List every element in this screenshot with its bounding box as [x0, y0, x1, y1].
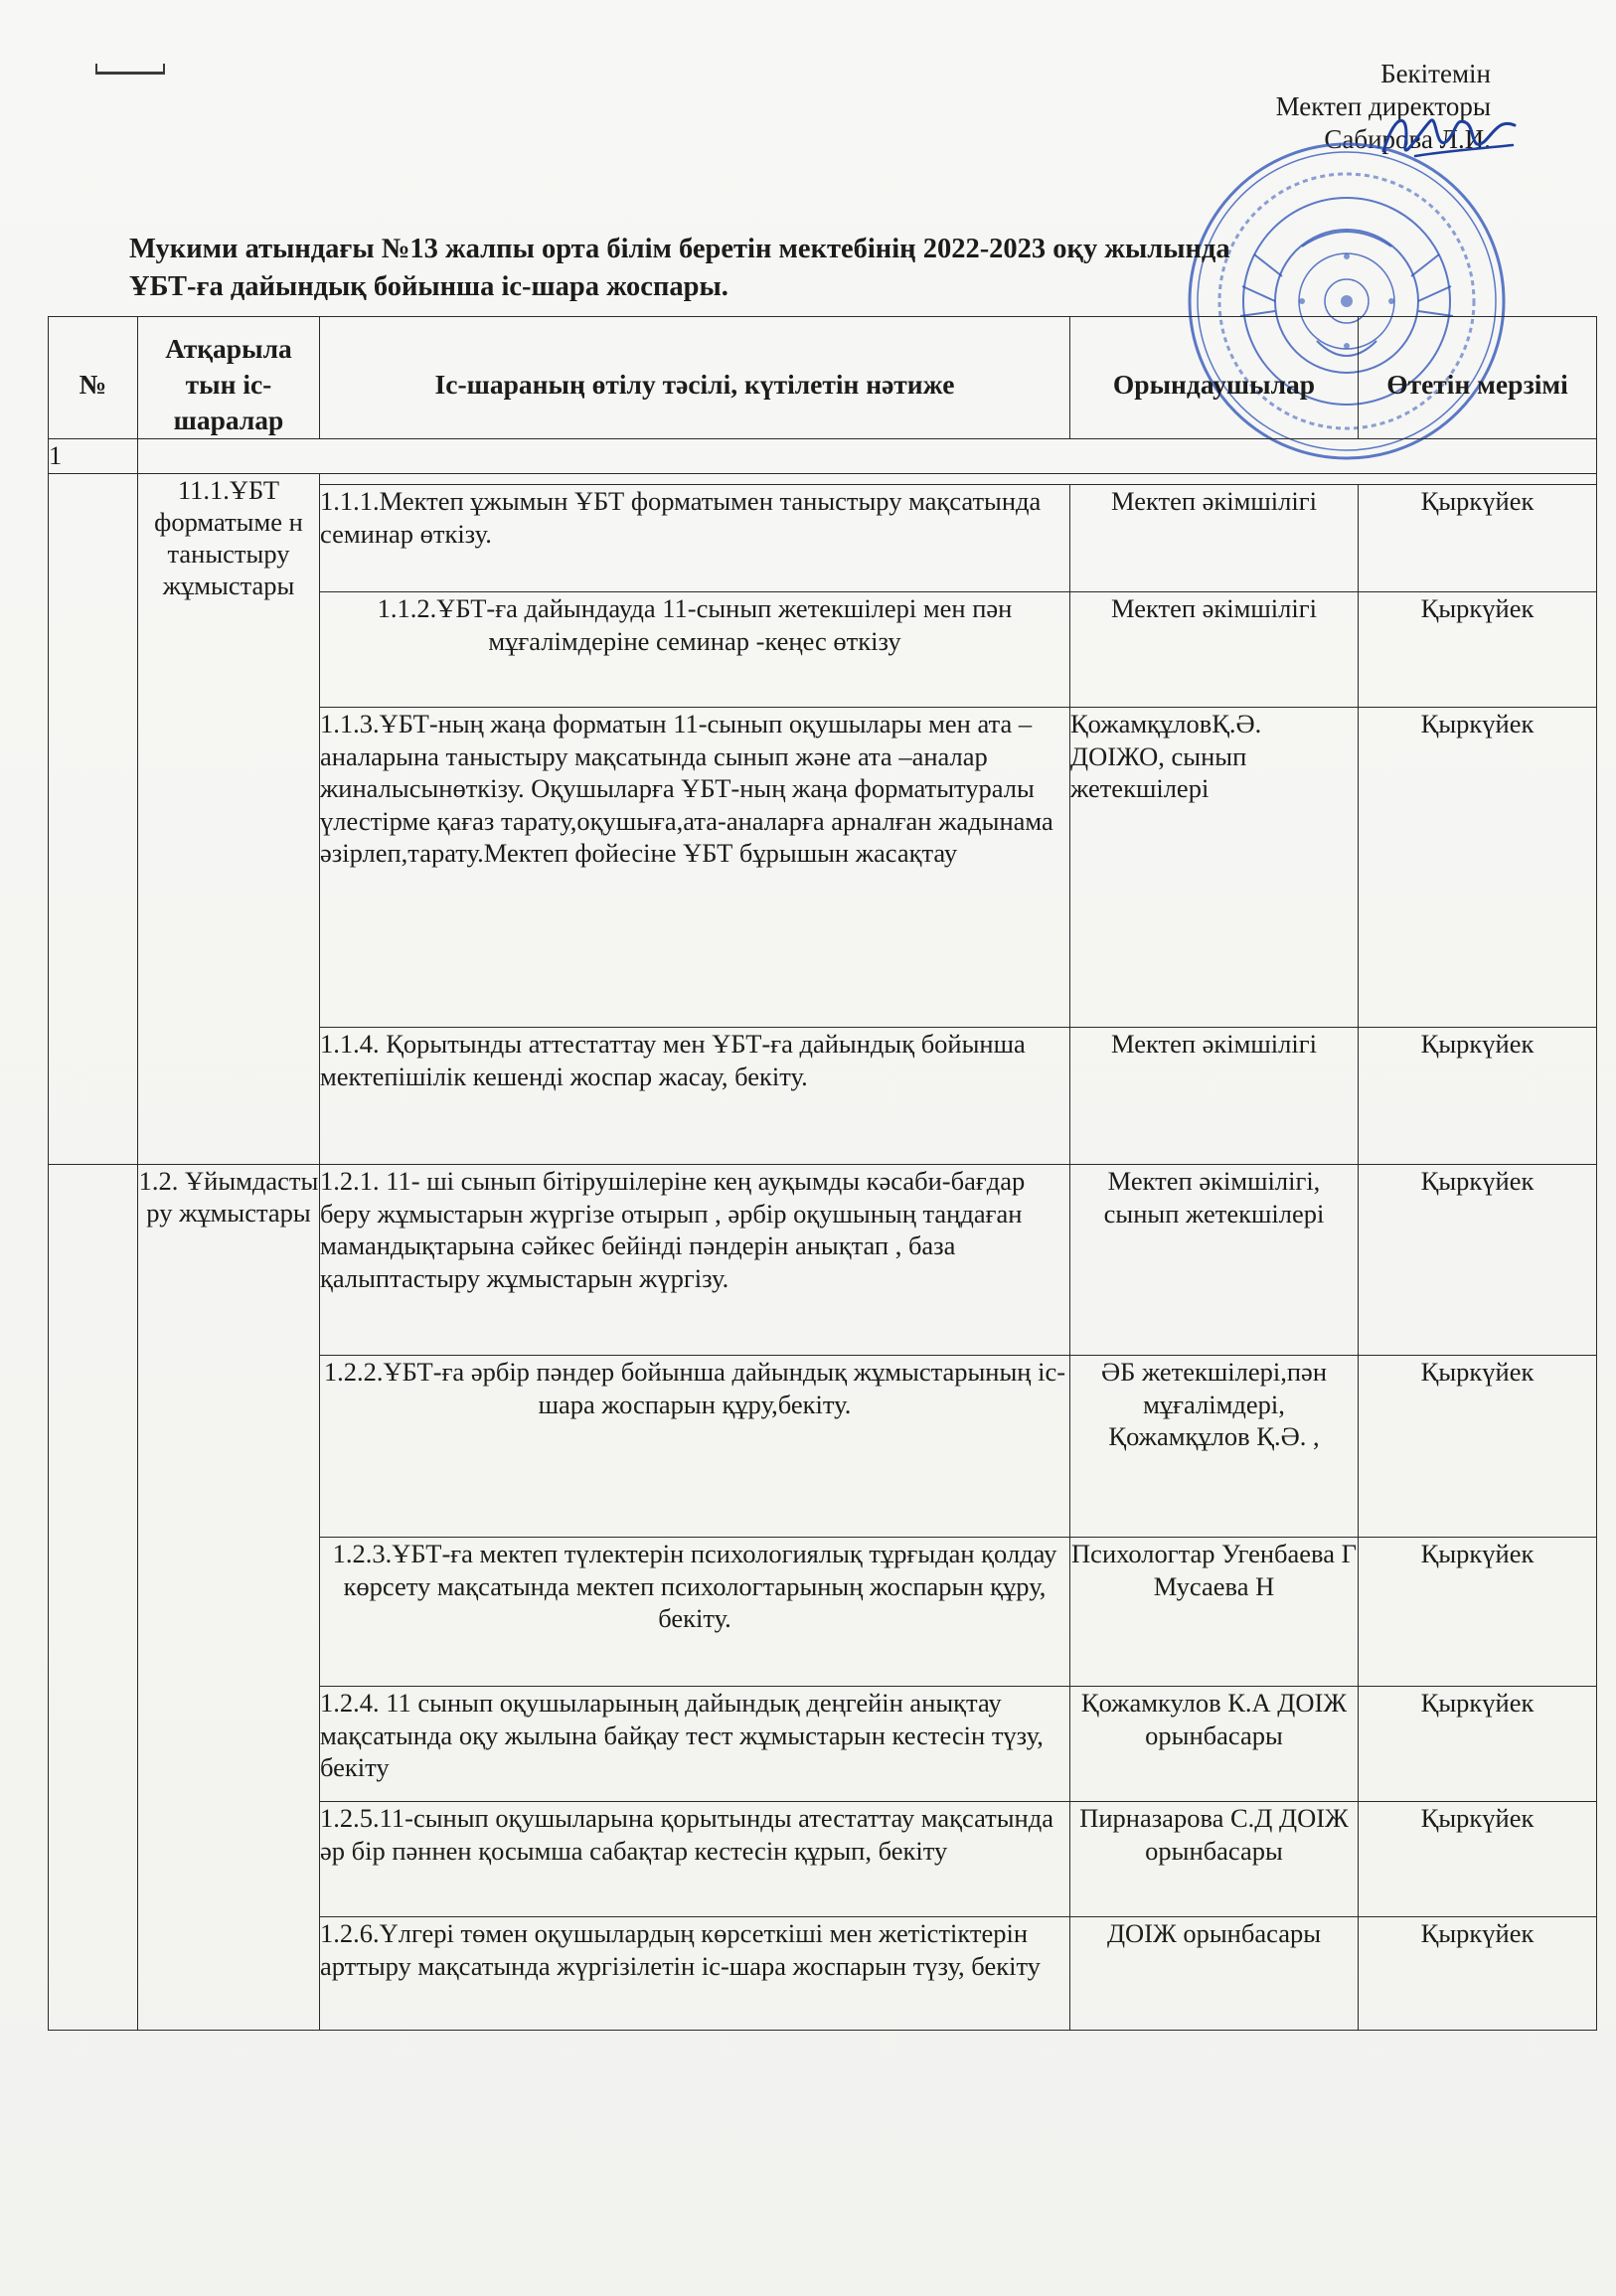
row-text: 1.1.1.Мектеп ұжымын ҰБТ форматымен таныстыру мақсатында семинар өткізу.: [320, 485, 1070, 592]
row-deadline: Қыркүйек: [1359, 592, 1597, 708]
row-text: 1.2.3.ҰБТ-ға мектеп түлектерін психологиялық тұрғыдан қолдау көрсету мақсатында мектеп психологтарының жоспарын құру, бекіту.: [320, 1538, 1070, 1687]
row-deadline: Қыркүйек: [1359, 1687, 1597, 1802]
row-executor: Мектеп әкімшілігі: [1070, 1028, 1359, 1165]
row-text: 1.2.1. 11- ші сынып бітірушілеріне кең ауқымды кәсаби-бағдар беру жұмыстарын жүргізе отырып , әрбір оқушының таңдаған мамандықтарына сәйкес бейінді пәндерін анықтап , база қалыптастыру жұмыстарын жүргізу.: [320, 1165, 1070, 1356]
spacer-cell: [320, 474, 1597, 485]
plan-table: [48, 316, 1597, 2031]
row-text: 1.1.2.ҰБТ-ға дайындауда 11-сынып жетекшілері мен пән мұғалімдеріне семинар -кеңес өткізу: [320, 592, 1070, 708]
signature-icon: [1375, 101, 1525, 171]
row-executor: Мектеп әкімшілігі: [1070, 485, 1359, 592]
approval-line-3: Сабирова Л.И.: [1324, 124, 1491, 154]
header-activity: Атқарыла тын іс-шаралар: [138, 317, 320, 439]
table-row: [49, 1165, 1597, 1356]
document-title: [129, 231, 1481, 306]
num-blank-cell: [49, 474, 138, 1165]
title-line-2: ҰБТ-ға дайындық бойынша іс-шара жоспары.: [129, 271, 728, 302]
row-executor: Психологтар Угенбаева Г Мусаева Н: [1070, 1538, 1359, 1687]
row-executor: Мектеп әкімшілігі: [1070, 592, 1359, 708]
approval-line-1: Бекітемін: [1380, 59, 1491, 88]
header-deadline: Өтетін мерзімі: [1359, 317, 1597, 439]
row-text: 1.2.4. 11 сынып оқушыларының дайындық деңгейін анықтау мақсатында оқу жылына байқау тест жұмыстарын кестесін түзу, бекіту: [320, 1687, 1070, 1802]
row-text: 1.2.5.11-сынып оқушыларына қорытынды атестаттау мақсатында әр бір пәннен қосымша сабақтар кестесін құрып, бекіту: [320, 1802, 1070, 1917]
row-deadline: Қыркүйек: [1359, 1538, 1597, 1687]
row-deadline: Қыркүйек: [1359, 1917, 1597, 2031]
header-num: №: [49, 317, 138, 439]
row-deadline: Қыркүйек: [1359, 485, 1597, 592]
row-text: 1.2.6.Үлгері төмен оқушылардың көрсеткіші мен жетістіктерін арттыру мақсатында жүргізілетін іс-шара жоспарын түзу, бекіту: [320, 1917, 1070, 2031]
table-header-row: [49, 317, 1597, 439]
row-executor: ӘБ жетекшілері,пән мұғалімдері, Қожамқұлов Қ.Ә. ,: [1070, 1356, 1359, 1538]
row-deadline: Қыркүйек: [1359, 1802, 1597, 1917]
header-executors: Орындаушылар: [1070, 317, 1359, 439]
row-text: 1.1.3.ҰБТ-ның жаңа форматын 11-сынып оқушылары мен ата –аналарына таныстыру мақсатында сынып және ата –аналар жиналысынөткізу. Оқушыларға ҰБТ-ның жаңа форматытуралы үлестірме қағаз тарату,оқушыға,ата-аналарға арналған жадынама әзірлеп,тарату.Мектеп фойесіне ҰБТ бұрышын жасақтау: [320, 708, 1070, 1028]
row-executor: Пирназарова С.Д ДОІЖ орынбасары: [1070, 1802, 1359, 1917]
approval-line-2: Мектеп директоры: [1275, 91, 1491, 121]
header-method: Іс-шараның өтілу тәсілі, күтілетін нәтиже: [320, 317, 1070, 439]
section-number: 1: [49, 439, 138, 474]
section-title-2: 1.2. Ұйымдасты ру жұмыстары: [138, 1165, 320, 2031]
row-executor: ДОІЖ орынбасары: [1070, 1917, 1359, 2031]
row-deadline: Қыркүйек: [1359, 1165, 1597, 1356]
section-title-1: 11.1.ҰБТ форматыме н таныстыру жұмыстары: [138, 474, 320, 1165]
section-number-filler: [138, 439, 1597, 474]
section-number-row: [49, 439, 1597, 474]
title-line-1: Мукими атындағы №13 жалпы орта білім беретін мектебінің 2022-2023 оқу жылында: [129, 234, 1230, 264]
row-executor: Қожамкулов К.А ДОІЖ орынбасары: [1070, 1687, 1359, 1802]
row-executor: Мектеп әкімшілігі, сынып жетекшілері: [1070, 1165, 1359, 1356]
row-deadline: Қыркүйек: [1359, 708, 1597, 1028]
row-text: 1.2.2.ҰБТ-ға әрбір пәндер бойынша дайындық жұмыстарының іс-шара жоспарын құру,бекіту.: [320, 1356, 1070, 1538]
row-executor: ҚожамқұловҚ.Ә. ДОІЖО, сынып жетекшілері: [1070, 708, 1359, 1028]
row-text: 1.1.4. Қорытынды аттестаттау мен ҰБТ-ға дайындық бойынша мектепішілік кешенді жоспар жасау, бекіту.: [320, 1028, 1070, 1165]
spacer-row: [49, 474, 1597, 485]
row-deadline: Қыркүйек: [1359, 1356, 1597, 1538]
num-blank-cell: [49, 1165, 138, 2031]
row-deadline: Қыркүйек: [1359, 1028, 1597, 1165]
corner-mark: [95, 64, 165, 75]
